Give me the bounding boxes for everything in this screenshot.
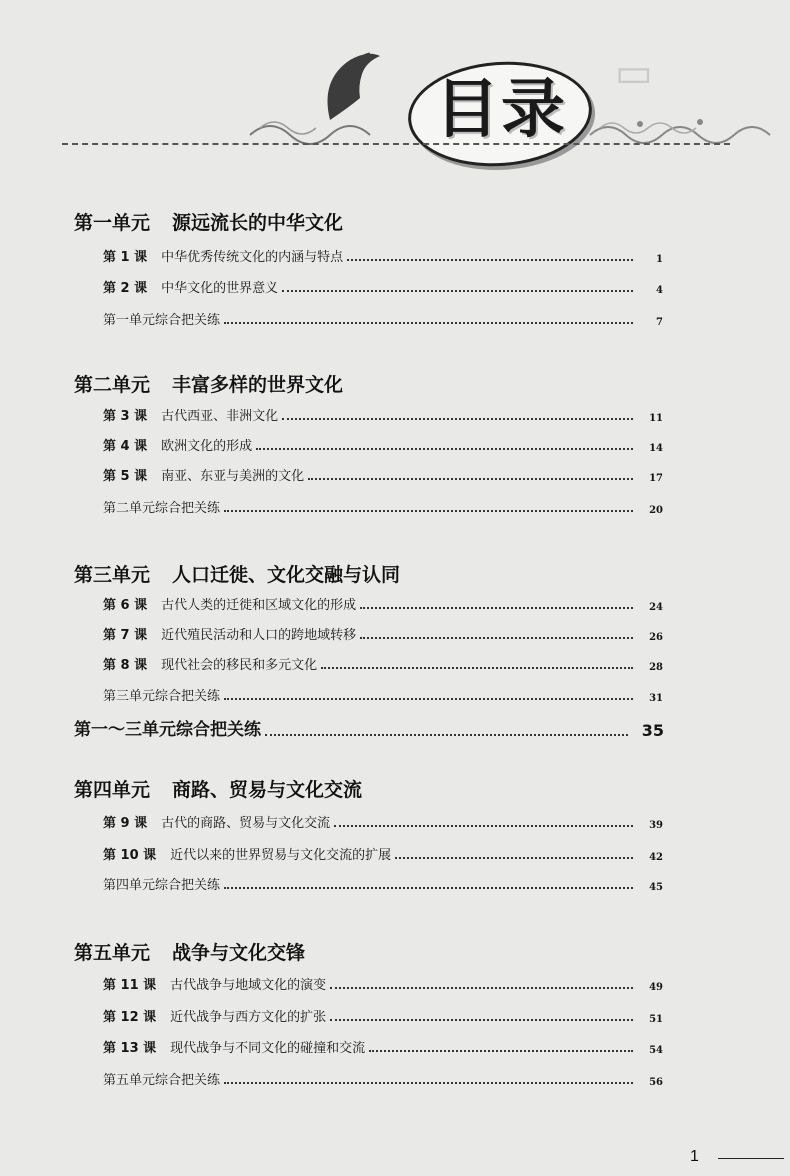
dot-leader: [360, 636, 633, 639]
dot-leader: [369, 1049, 633, 1052]
lesson-number: 第 4 课: [103, 439, 148, 454]
toc-row[interactable]: [103, 684, 663, 704]
lesson-title: 古代的商路、贸易与文化交流: [161, 816, 331, 831]
header-divider: [62, 143, 730, 145]
lesson-title: 现代战争与不同文化的碰撞和交流: [170, 1041, 366, 1056]
review-title: 第一～三单元综合把关练: [74, 720, 261, 740]
dot-leader: [334, 824, 633, 827]
ghost-mark: ▭: [615, 50, 653, 96]
lesson-number: 第 7 课: [103, 628, 148, 643]
review-title: 第五单元综合把关练: [103, 1073, 221, 1088]
wave-decoration: [0, 0, 790, 165]
unit-title: 人口迁徙、文化交融与认同: [172, 564, 401, 586]
unit-heading: [74, 775, 362, 802]
lesson-title: 近代殖民活动和人口的跨地域转移: [161, 628, 357, 643]
unit-heading: [74, 938, 305, 965]
unit-title: 丰富多样的世界文化: [172, 374, 344, 396]
header-banner: [0, 0, 790, 165]
dot-leader: [224, 1081, 633, 1084]
page-number: 31: [649, 693, 663, 704]
toc-row[interactable]: [103, 308, 663, 328]
toc-row[interactable]: [103, 973, 663, 993]
lesson-number: 第 8 课: [103, 658, 148, 673]
toc-row[interactable]: [103, 1068, 663, 1088]
lesson-number: 第 2 课: [103, 281, 148, 296]
unit-number: 第一单元: [74, 212, 151, 234]
lesson-number: 第 6 课: [103, 598, 148, 613]
lesson-number: 第 12 课: [103, 1010, 157, 1025]
toc-row[interactable]: [103, 245, 663, 265]
page-number: 14: [649, 443, 663, 454]
lesson-title: 近代战争与西方文化的扩张: [170, 1010, 327, 1025]
lesson-number: 第 13 课: [103, 1041, 157, 1056]
toc-row[interactable]: [103, 811, 663, 831]
toc-row[interactable]: [103, 873, 663, 893]
page-number: 51: [649, 1014, 663, 1025]
unit-heading: [74, 370, 343, 397]
lesson-number: 第 1 课: [103, 250, 148, 265]
page-number: 54: [649, 1045, 663, 1056]
unit-title: 商路、贸易与文化交流: [172, 779, 363, 801]
toc-row[interactable]: [103, 593, 663, 613]
page-number: 35: [641, 721, 664, 740]
page-number: 4: [656, 285, 663, 296]
unit-number: 第三单元: [74, 564, 151, 586]
dot-leader: [224, 509, 633, 512]
lesson-number: 第 11 课: [103, 978, 157, 993]
dot-leader: [224, 886, 633, 889]
lesson-number: 第 5 课: [103, 469, 148, 484]
page-number: 42: [649, 852, 663, 863]
page-number: 1: [656, 254, 663, 265]
page-number: 11: [649, 413, 663, 424]
page-number: 20: [649, 505, 663, 516]
page-number: 7: [656, 317, 663, 328]
review-title: 第四单元综合把关练: [103, 878, 221, 893]
unit-title: 源远流长的中华文化: [172, 212, 344, 234]
page-number: 26: [649, 632, 663, 643]
toc-row[interactable]: [103, 276, 663, 296]
dot-leader: [330, 1018, 633, 1021]
unit-heading: [74, 208, 343, 235]
lesson-number: 第 3 课: [103, 409, 148, 424]
toc-row[interactable]: [103, 464, 663, 484]
toc-row[interactable]: [103, 404, 663, 424]
toc-row[interactable]: [103, 1036, 663, 1056]
toc-row[interactable]: [103, 434, 663, 454]
dot-leader: [224, 321, 633, 324]
review-title: 第一单元综合把关练: [103, 313, 221, 328]
lesson-title: 中华优秀传统文化的内涵与特点: [161, 250, 344, 265]
lesson-title: 近代以来的世界贸易与文化交流的扩展: [170, 848, 392, 863]
unit-number: 第二单元: [74, 374, 151, 396]
lesson-title: 南亚、东亚与美洲的文化: [161, 469, 305, 484]
dot-leader: [308, 477, 633, 480]
lesson-title: 古代人类的迁徙和区域文化的形成: [161, 598, 357, 613]
footer-rule: [718, 1158, 784, 1159]
unit-heading: [74, 560, 400, 587]
page-title: 目录: [435, 73, 567, 147]
toc-row-combined-review[interactable]: [74, 714, 664, 740]
dot-leader: [282, 417, 633, 420]
dot-leader: [347, 258, 633, 261]
page-number: 56: [649, 1077, 663, 1088]
unit-number: 第四单元: [74, 779, 151, 801]
lesson-title: 现代社会的移民和多元文化: [161, 658, 318, 673]
dot-leader: [282, 289, 633, 292]
toc-row[interactable]: [103, 653, 663, 673]
dot-leader: [224, 697, 633, 700]
page-number: 39: [649, 820, 663, 831]
lesson-title: 中华文化的世界意义: [161, 281, 279, 296]
lesson-number: 第 9 课: [103, 816, 148, 831]
lesson-title: 古代战争与地域文化的演变: [170, 978, 327, 993]
page-number: 45: [649, 882, 663, 893]
dot-leader: [395, 856, 633, 859]
review-title: 第三单元综合把关练: [103, 689, 221, 704]
toc-row[interactable]: [103, 843, 663, 863]
toc-row[interactable]: [103, 623, 663, 643]
unit-number: 第五单元: [74, 942, 151, 964]
toc-row[interactable]: [103, 1005, 663, 1025]
dot-leader: [330, 986, 633, 989]
page-number: 17: [649, 473, 663, 484]
page-number: 28: [649, 662, 663, 673]
lesson-title: 古代西亚、非洲文化: [161, 409, 279, 424]
dot-leader: [265, 733, 628, 736]
dot-leader: [256, 447, 633, 450]
lesson-title: 欧洲文化的形成: [161, 439, 253, 454]
unit-title: 战争与文化交锋: [172, 942, 306, 964]
page-number: 24: [649, 602, 663, 613]
lesson-number: 第 10 课: [103, 848, 157, 863]
dot-leader: [360, 606, 633, 609]
page-number: 49: [649, 982, 663, 993]
footer-page-number: 1: [690, 1148, 699, 1165]
review-title: 第二单元综合把关练: [103, 501, 221, 516]
toc-row[interactable]: [103, 496, 663, 516]
dot-leader: [321, 666, 633, 669]
